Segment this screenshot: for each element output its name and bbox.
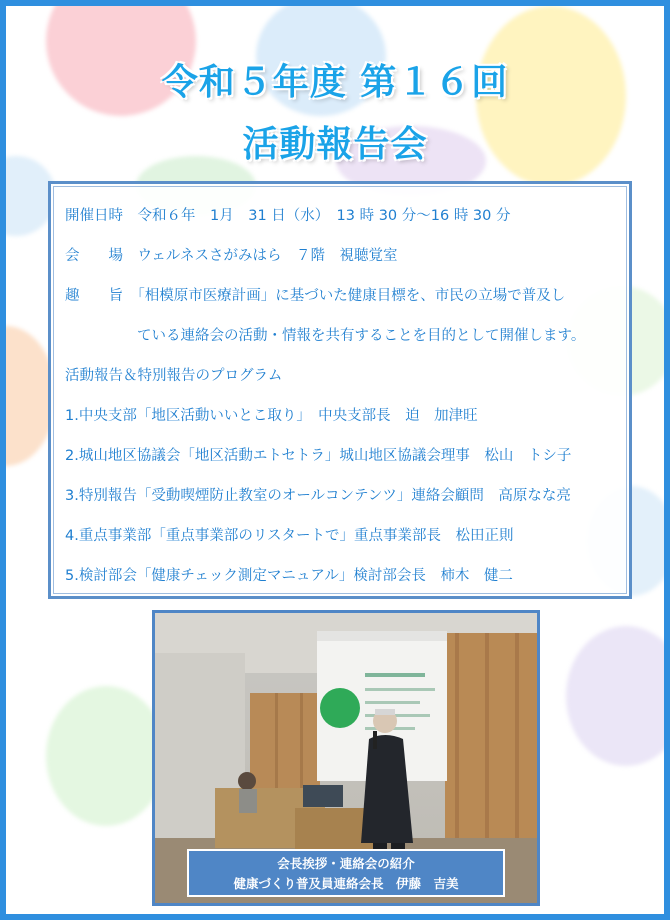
decor-bubble-lavender-right xyxy=(566,626,670,766)
info-line-program-1: 1.中央支部「地区活動いいとこ取り」 中央支部長 迫 加津旺 xyxy=(65,408,478,424)
info-line-purpose-cont: ている連絡会の活動・情報を共有することを目的として開催します。 xyxy=(137,328,586,344)
event-photo xyxy=(152,610,540,906)
info-line-program-5: 5.検討部会「健康チェック測定マニュアル」検討部会長 柿木 健二 xyxy=(65,568,513,584)
caption-line-1: 会長挨拶・連絡会の紹介 xyxy=(277,856,415,871)
info-line-program-heading: 活動報告＆特別報告のプログラム xyxy=(65,368,283,384)
decor-bubble-green-left xyxy=(46,686,166,826)
info-line-program-3: 3.特別報告「受動喫煙防止教室のオールコンテンツ」連絡会顧問 高原なな亮 xyxy=(65,488,571,504)
photo-caption xyxy=(187,849,505,897)
info-line-datetime: 開催日時 令和６年 1月 31 日（水） 13 時 30 分～16 時 30 分 xyxy=(65,208,511,224)
info-line-program-2: 2.城山地区協議会「地区活動エトセトラ」城山地区協議会理事 松山 トシ子 xyxy=(65,448,572,464)
event-info-box xyxy=(48,181,632,599)
info-line-venue: 会 場 ウェルネスさがみはら ７階 視聴覚室 xyxy=(65,248,398,264)
info-line-program-4: 4.重点事業部「重点事業部のリスタートで」重点事業部長 松田正則 xyxy=(65,528,514,544)
info-line-purpose: 趣 旨 「相模原市医療計画」に基づいた健康目標を、市民の立場で普及し xyxy=(65,288,566,304)
title-line-2: 活動報告会 xyxy=(242,124,428,165)
caption-line-2: 健康づくり普及員連絡会長 伊藤 吉美 xyxy=(233,876,459,891)
title-line-1: 令和５年度 第１６回 xyxy=(161,62,509,103)
